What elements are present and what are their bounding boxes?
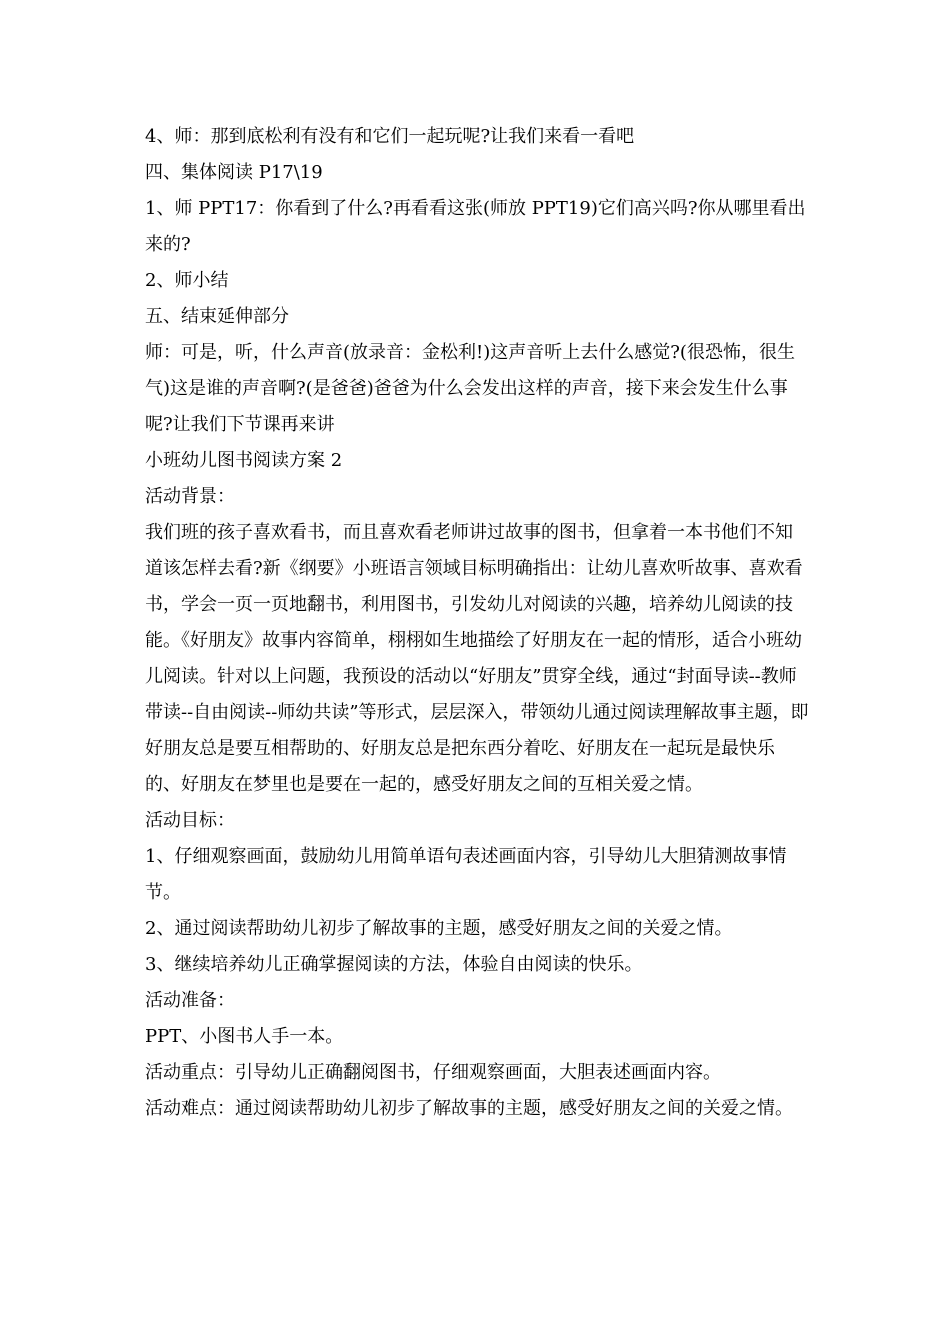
paragraph-summary: 2、师小结 (145, 270, 229, 291)
paragraph-ppt17: 1、师 PPT17：你看到了什么?再看看这张(师放 PPT19)它们高兴吗?你从哪里看出来的? (145, 198, 806, 255)
document-body (145, 119, 810, 1127)
paragraph-key-point: 活动重点：引导幼儿正确翻阅图书，仔细观察画面，大胆表述画面内容。 (145, 1062, 721, 1083)
goal-item-2: 2、通过阅读帮助幼儿初步了解故事的主题，感受好朋友之间的关爱之情。 (145, 918, 733, 939)
plan-title: 小班幼儿图书阅读方案 2 (145, 450, 343, 471)
paragraph-recording: 师：可是，听，什么声音(放录音：金松利!)这声音听上去什么感觉?(很恐怖，很生气)这是谁的声音啊?(是爸爸)爸爸为什么会发出这样的声音，接下来会发生什么事呢?让我们下节课再来讲 (145, 342, 795, 435)
paragraph-difficulty: 活动难点：通过阅读帮助幼儿初步了解故事的主题，感受好朋友之间的关爱之情。 (145, 1098, 793, 1119)
paragraph-teacher-question: 4、师：那到底松利有没有和它们一起玩呢?让我们来看一看吧 (145, 126, 635, 147)
heading-preparation: 活动准备： (145, 990, 235, 1011)
heading-goals: 活动目标： (145, 810, 235, 831)
paragraph-preparation: PPT、小图书人手一本。 (145, 1026, 344, 1047)
goal-item-3: 3、继续培养幼儿正确掌握阅读的方法，体验自由阅读的快乐。 (145, 954, 643, 975)
section-heading-extension: 五、结束延伸部分 (145, 306, 289, 327)
paragraph-background: 我们班的孩子喜欢看书，而且喜欢看老师讲过故事的图书，但拿着一本书他们不知道该怎样去看?新《纲要》小班语言领域目标明确指出：让幼儿喜欢听故事、喜欢看书，学会一页一页地翻书，利用图书，引发幼儿对阅读的兴趣，培养幼儿阅读的技能。《好朋友》故事内容简单，栩栩如生地描绘了好朋友在一起的情形，适合小班幼儿阅读。针对以上问题，我预设的活动以“好朋友”贯穿全线，通过“封面导读--教师带读--自由阅读--师幼共读”等形式，层层深入，带领幼儿通过阅读理解故事主题，即好朋友总是要互相帮助的、好朋友总是把东西分着吃、好朋友在一起玩是最快乐的、好朋友在梦里也是要在一起的，感受好朋友之间的互相关爱之情。 (145, 522, 809, 795)
goal-item-1: 1、仔细观察画面，鼓励幼儿用简单语句表述画面内容，引导幼儿大胆猜测故事情节。 (145, 846, 787, 903)
heading-background: 活动背景： (145, 486, 235, 507)
section-heading-group-reading: 四、集体阅读 P17\19 (145, 162, 323, 183)
